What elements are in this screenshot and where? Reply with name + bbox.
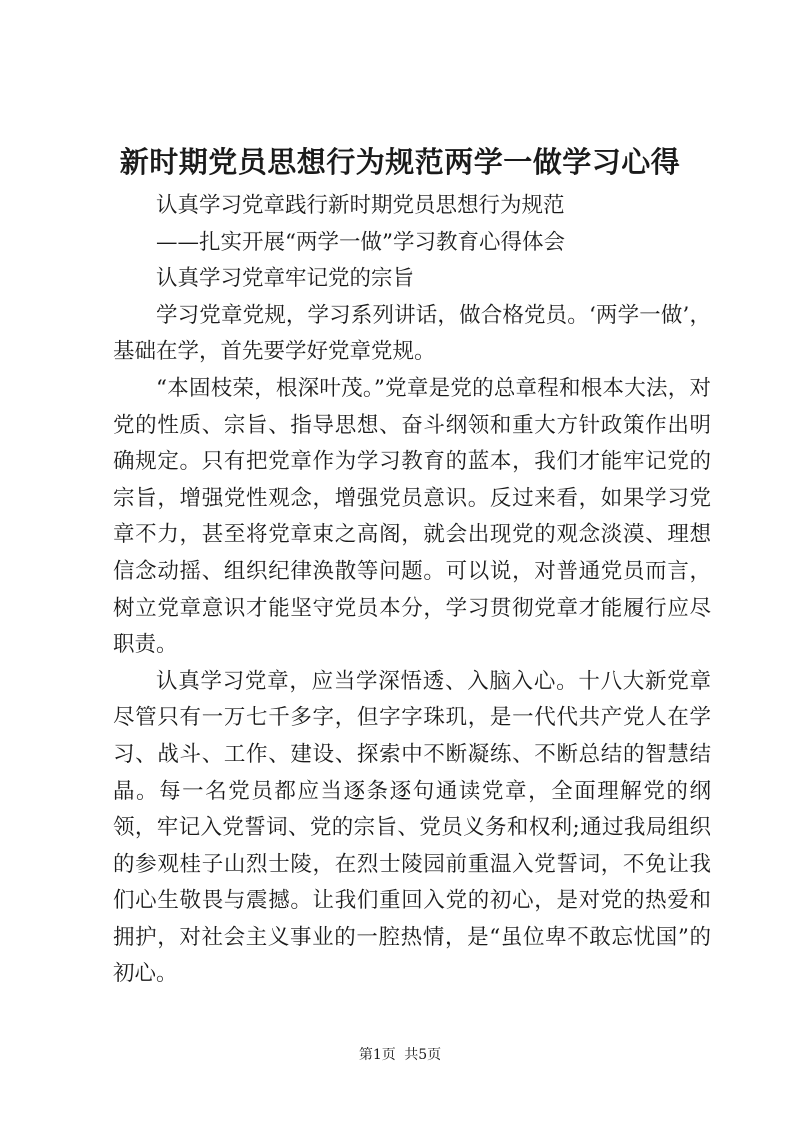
subtitle-line: ——扎实开展“两学一做”学习教育心得体会 — [156, 229, 565, 255]
document-body — [113, 188, 711, 993]
page-number: 第1页 — [358, 1047, 396, 1063]
body-paragraph: 认真学习党章，应当学深悟透、入脑入心。十八大新党章尽管只有一万七千多字，但字字珠玑，是一代代共产党人在学习、战斗、工作、建设、探索中不断凝练、不断总结的智慧结晶。每一名党员都应当逐条逐句通读党章，全面理解党的纲领，牢记入党誓词、党的宗旨、党员义务和权利;通过我局组织的参观桂子山烈士陵，在烈士陵园前重温入党誓词，不免让我们心生敬畏与震撼。让我们重回入党的初心，是对党的热爱和拥护，对社会主义事业的一腔热情，是“虽位卑不敢忘忧国”的初心。 — [113, 668, 711, 987]
page-footer — [0, 1045, 800, 1065]
section-heading: 认真学习党章牢记党的宗旨 — [156, 266, 415, 292]
document-title: 新时期党员思想行为规范两学一做学习心得 — [119, 145, 681, 179]
page-total: 共5页 — [404, 1047, 442, 1063]
body-paragraph: 学习党章党规，学习系列讲话，做合格党员。‘两学一做’，基础在学，首先要学好党章党规。 — [113, 302, 711, 365]
subtitle-line: 认真学习党章践行新时期党员思想行为规范 — [156, 193, 565, 218]
body-paragraph: “本固枝荣，根深叶茂。”党章是党的总章程和根本大法，对党的性质、宗旨、指导思想、奋斗纲领和重大方针政策作出明确规定。只有把党章作为学习教育的蓝本，我们才能牢记党的宗旨，增强党性观念，增强党员意识。反过来看，如果学习党章不力，甚至将党章束之高阁，就会出现党的观念淡漠、理想信念动摇、组织纪律涣散等问题。可以说，对普通党员而言，树立党章意识才能坚守党员本分，学习贯彻党章才能履行应尽职责。 — [113, 375, 711, 658]
